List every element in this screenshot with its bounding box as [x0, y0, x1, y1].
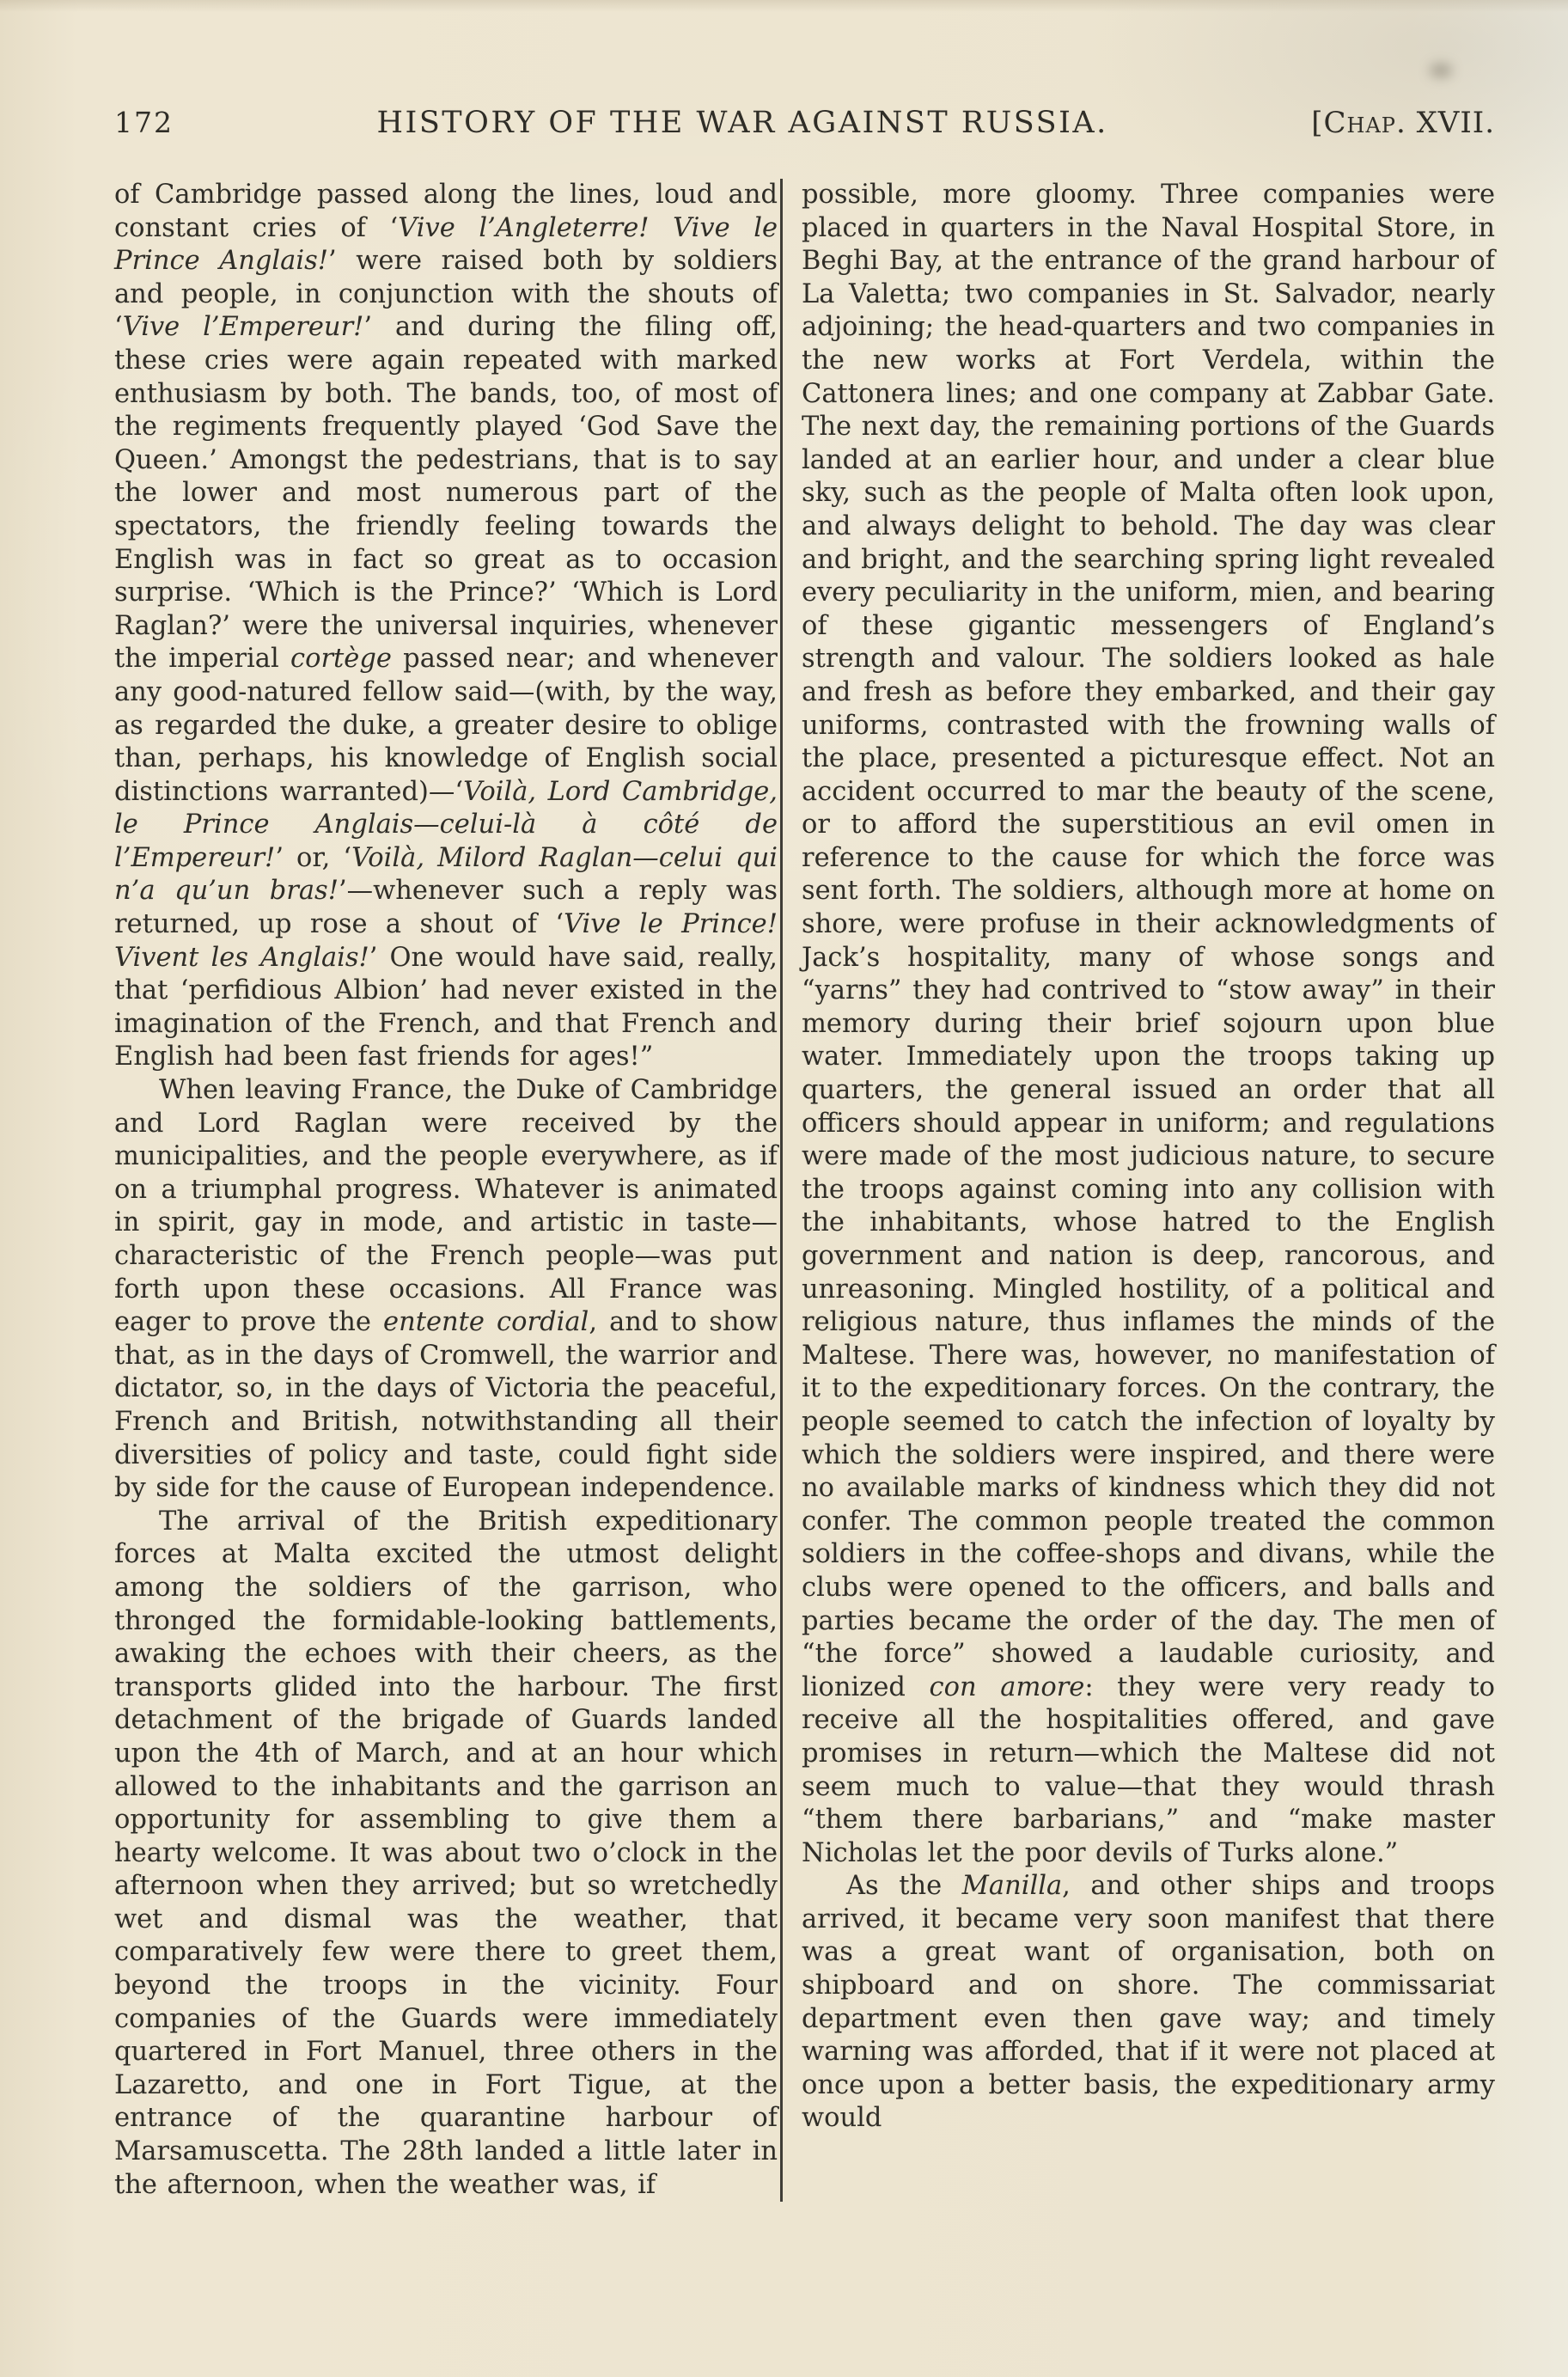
italic-text-run: cortège	[290, 644, 392, 675]
text-run: ’ were raised both by soldiers and people, in conjunction with the shouts of ‘	[114, 246, 778, 343]
text-run: , and other ships and troops arrived, it became very soon manifest that there was a great want of organisation, both on shipboard and on shore. The commissariat department even then gave way; and timely warning was afforded, that if it were not placed at once upon a better basis, the expeditionary army would	[802, 1871, 1495, 2134]
running-header	[114, 108, 1495, 138]
paragraph	[114, 179, 778, 1074]
italic-text-run: Voilà, Milord Raglan—celui qui n’a qu’un bras!	[114, 842, 778, 907]
text-run: ’ and during the filing off, these cries were again repeated with marked enthusiasm by both. The bands, too, of most of the regiments frequently played ‘God Save the Queen.’ Amongst the pedestrians, that is to say the lower and most numerous part of the spectators, the friendly feeling towards the English was in fact so great as to occasion surprise. ‘Which is the Prince?’ ‘Which is Lord Raglan?’ were the universal inquiries, whenever the imperial	[114, 312, 778, 675]
text-block	[114, 179, 1495, 2202]
column-divider-rule	[780, 179, 783, 2202]
italic-text-run: Voilà, Lord Cambridge, le Prince Anglais—celui-là à côté de l’Empereur!	[114, 776, 778, 873]
text-run: : they were very ready to receive all the hospitalities offered, and gave promises in return—which the Maltese did not seem much to value—that they would thrash “them there barbarians,” and “make master Nicholas let the poor devils of Turks alone.”	[802, 1671, 1495, 1868]
italic-text-run: Vive le Prince! Vivent les Anglais!	[114, 909, 778, 973]
text-run: ’ One would have said, really, that ‘perfidious Albion’ had never existed in the imagination of the French, and that French and English had been fast friends for ages!”	[114, 942, 778, 1072]
italic-text-run: Vive l’Angleterre! Vive le Prince Anglais!	[114, 212, 778, 277]
running-title: HISTORY OF THE WAR AGAINST RUSSIA.	[376, 106, 1108, 140]
italic-text-run: entente cordial	[383, 1307, 589, 1338]
text-run: The arrival of the British expeditionary forces at Malta excited the utmost delight among the soldiers of the garrison, who thronged the formidable-looking battlements, awaking the echoes with their cheers, as the transports glided into the harbour. The first detachment of the brigade of Guards landed upon the 4th of March, and at an hour which allowed to the inhabitants and the garrison an opportunity for assembling to give them a hearty welcome. It was about two o’clock in the afternoon when they arrived; but so wretchedly wet and dismal was the weather, that comparatively few were there to greet them, beyond the troops in the vicinity. Four companies of the Guards were immediately quartered in Fort Manuel, three others in the Lazaretto, and one in Fort Tigue, at the entrance of the quarantine harbour of Marsamuscetta. The 28th landed a little later in the afternoon, when the weather was, if	[114, 1506, 778, 2200]
paragraph	[114, 1074, 778, 1506]
right-column	[802, 179, 1495, 2202]
left-column	[114, 179, 778, 2202]
text-run: ’—whenever such a reply was returned, up rose a shout of ‘	[114, 876, 778, 940]
chapter-label: [Chap. XVII.	[1311, 106, 1495, 140]
text-run: , and to show that, as in the days of Cromwell, the warrior and dictator, so, in the days of Victoria the peaceful, French and British, notwithstanding all their diversities of policy and taste, could fight side by side for the cause of European independence.	[114, 1307, 778, 1504]
text-run: ’ or, ‘	[275, 842, 352, 873]
italic-text-run: Vive l’Empereur!	[122, 312, 364, 343]
italic-text-run: con amore	[929, 1671, 1085, 1702]
text-run: passed near; and whenever any good-natured fellow said—(with, by the way, as regarded the duke, a greater desire to oblige than, perhaps, his knowledge of English social distinctions warranted)—‘	[114, 644, 778, 807]
text-run: As the	[846, 1871, 962, 1902]
paragraph	[802, 1870, 1495, 2136]
page-number: 172	[114, 106, 174, 139]
paragraph	[802, 179, 1495, 1870]
text-run: When leaving France, the Duke of Cambridge and Lord Raglan were received by the municipalities, and the people everywhere, as if on a triumphal progress. Whatever is animated in spirit, gay in mode, and artistic in taste—characteristic of the French people—was put forth upon these occasions. All France was eager to prove the	[114, 1075, 778, 1338]
text-run: possible, more gloomy. Three companies were placed in quarters in the Naval Hospital Store, in Beghi Bay, at the entrance of the grand harbour of La Valetta; two companies in St. Salvador, nearly adjoining; the head-quarters and two companies in the new works at Fort Verdela, within the Cattonera lines; and one company at Zabbar Gate. The next day, the remaining portions of the Guards landed at an earlier hour, and under a clear blue sky, such as the people of Malta often look upon, and always delight to behold. The day was clear and bright, and the searching spring light revealed every peculiarity in the uniform, mien, and bearing of these gigantic messengers of England’s strength and valour. The soldiers looked as hale and fresh as before they embarked, and their gay uniforms, contrasted with the frowning walls of the place, presented a picturesque effect. Not an accident occurred to mar the beauty of the scene, or to afford the superstitious an evil omen in reference to the cause for which the force was sent forth. The soldiers, although more at home on shore, were profuse in their acknowledgments of Jack’s hospitality, many of whose songs and “yarns” they had contrived to “stow away” in their memory during their brief sojourn upon blue water. Immediately upon the troops taking up quarters, the general issued an order that all officers should appear in uniform; and regulations were made of the most judicious nature, to secure the troops against coming into any collision with the inhabitants, whose hatred to the English government and nation is deep, rancorous, and unreasoning. Mingled hostility, of a political and religious nature, thus inflames the minds of the Maltese. There was, however, no manifestation of it to the expeditionary forces. On the contrary, the people seemed to catch the infection of loyalty by which the soldiers were inspired, and there were no available marks of kindness which they did not confer. The common people treated the common soldiers in the coffee-shops and divans, while the clubs were opened to the officers, and balls and parties became the order of the day. The men of “the force” showed a laudable curiosity, and lionized	[802, 180, 1495, 1702]
ink-smudge	[1430, 64, 1452, 77]
paragraph	[114, 1506, 778, 2202]
italic-text-run: Manilla	[961, 1871, 1063, 1902]
text-run: of Cambridge passed along the lines, loud and constant cries of ‘	[114, 180, 778, 243]
